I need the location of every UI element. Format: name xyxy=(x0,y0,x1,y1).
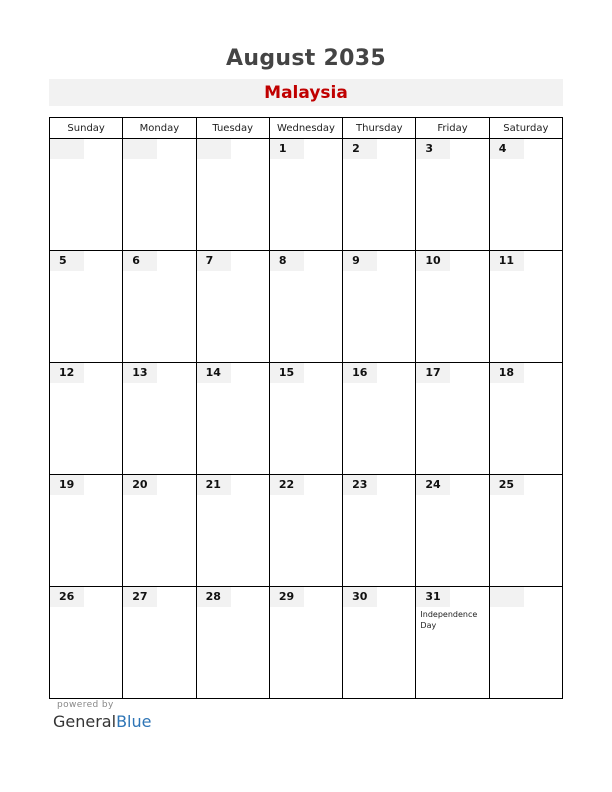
day-cell xyxy=(269,587,342,699)
day-number: 26 xyxy=(50,587,84,607)
day-cell-empty xyxy=(123,139,196,251)
empty-day-tab xyxy=(197,139,231,159)
day-cell xyxy=(343,251,416,363)
day-cell xyxy=(269,363,342,475)
day-number: 10 xyxy=(416,251,450,271)
empty-day-tab xyxy=(123,139,157,159)
holiday-event: Independence Day xyxy=(420,610,478,630)
day-cell xyxy=(269,475,342,587)
empty-day-tab xyxy=(490,587,524,607)
day-cell xyxy=(196,587,269,699)
country-banner xyxy=(49,79,563,106)
day-number: 12 xyxy=(50,363,84,383)
day-cell xyxy=(196,251,269,363)
day-number: 11 xyxy=(490,251,524,271)
day-cell xyxy=(416,139,489,251)
weekday-tuesday: Tuesday xyxy=(196,118,269,139)
day-cell xyxy=(343,363,416,475)
day-cell xyxy=(489,475,562,587)
day-number: 31 xyxy=(416,587,450,607)
day-cell xyxy=(489,139,562,251)
day-cell xyxy=(416,475,489,587)
day-cell-empty xyxy=(489,587,562,699)
day-number: 27 xyxy=(123,587,157,607)
day-cell xyxy=(489,363,562,475)
day-number: 2 xyxy=(343,139,377,159)
day-number: 6 xyxy=(123,251,157,271)
day-number: 13 xyxy=(123,363,157,383)
weekday-header-row xyxy=(50,118,563,139)
day-number: 1 xyxy=(270,139,304,159)
week-row-5 xyxy=(50,587,563,699)
day-number: 7 xyxy=(197,251,231,271)
brand-blue: Blue xyxy=(116,712,152,731)
week-row-3 xyxy=(50,363,563,475)
day-number: 16 xyxy=(343,363,377,383)
day-cell-empty xyxy=(50,139,123,251)
day-cell xyxy=(123,251,196,363)
day-cell xyxy=(269,251,342,363)
day-cell-holiday xyxy=(416,587,489,699)
day-cell xyxy=(50,475,123,587)
day-number: 21 xyxy=(197,475,231,495)
day-number: 14 xyxy=(197,363,231,383)
day-cell xyxy=(196,363,269,475)
empty-day-tab xyxy=(50,139,84,159)
weekday-monday: Monday xyxy=(123,118,196,139)
brand-general: General xyxy=(53,712,117,731)
day-cell xyxy=(269,139,342,251)
day-cell xyxy=(123,363,196,475)
day-number: 25 xyxy=(490,475,524,495)
weekday-saturday: Saturday xyxy=(489,118,562,139)
day-cell xyxy=(343,139,416,251)
day-number: 18 xyxy=(490,363,524,383)
country-label: Malaysia xyxy=(264,83,348,103)
day-number: 30 xyxy=(343,587,377,607)
day-cell xyxy=(123,587,196,699)
day-cell xyxy=(50,587,123,699)
day-cell-empty xyxy=(196,139,269,251)
day-cell xyxy=(416,363,489,475)
day-cell xyxy=(343,475,416,587)
week-row-1 xyxy=(50,139,563,251)
day-number: 24 xyxy=(416,475,450,495)
day-number: 4 xyxy=(490,139,524,159)
day-cell xyxy=(196,475,269,587)
day-number: 22 xyxy=(270,475,304,495)
day-number: 28 xyxy=(197,587,231,607)
day-cell xyxy=(416,251,489,363)
day-number: 23 xyxy=(343,475,377,495)
day-number: 5 xyxy=(50,251,84,271)
day-cell xyxy=(50,363,123,475)
day-cell xyxy=(123,475,196,587)
week-row-2 xyxy=(50,251,563,363)
day-cell xyxy=(343,587,416,699)
day-number: 9 xyxy=(343,251,377,271)
day-number: 8 xyxy=(270,251,304,271)
page-title: August 2035 xyxy=(226,46,386,71)
weekday-friday: Friday xyxy=(416,118,489,139)
day-number: 15 xyxy=(270,363,304,383)
footer-branding xyxy=(53,700,193,731)
day-number: 29 xyxy=(270,587,304,607)
day-number: 20 xyxy=(123,475,157,495)
day-number: 3 xyxy=(416,139,450,159)
powered-by-text: powered by xyxy=(57,700,114,710)
calendar-grid xyxy=(49,117,563,699)
day-number: 19 xyxy=(50,475,84,495)
day-cell xyxy=(50,251,123,363)
weekday-thursday: Thursday xyxy=(343,118,416,139)
week-row-4 xyxy=(50,475,563,587)
weekday-sunday: Sunday xyxy=(50,118,123,139)
weekday-wednesday: Wednesday xyxy=(269,118,342,139)
brand-logo[interactable] xyxy=(53,712,193,731)
day-cell xyxy=(489,251,562,363)
day-number: 17 xyxy=(416,363,450,383)
